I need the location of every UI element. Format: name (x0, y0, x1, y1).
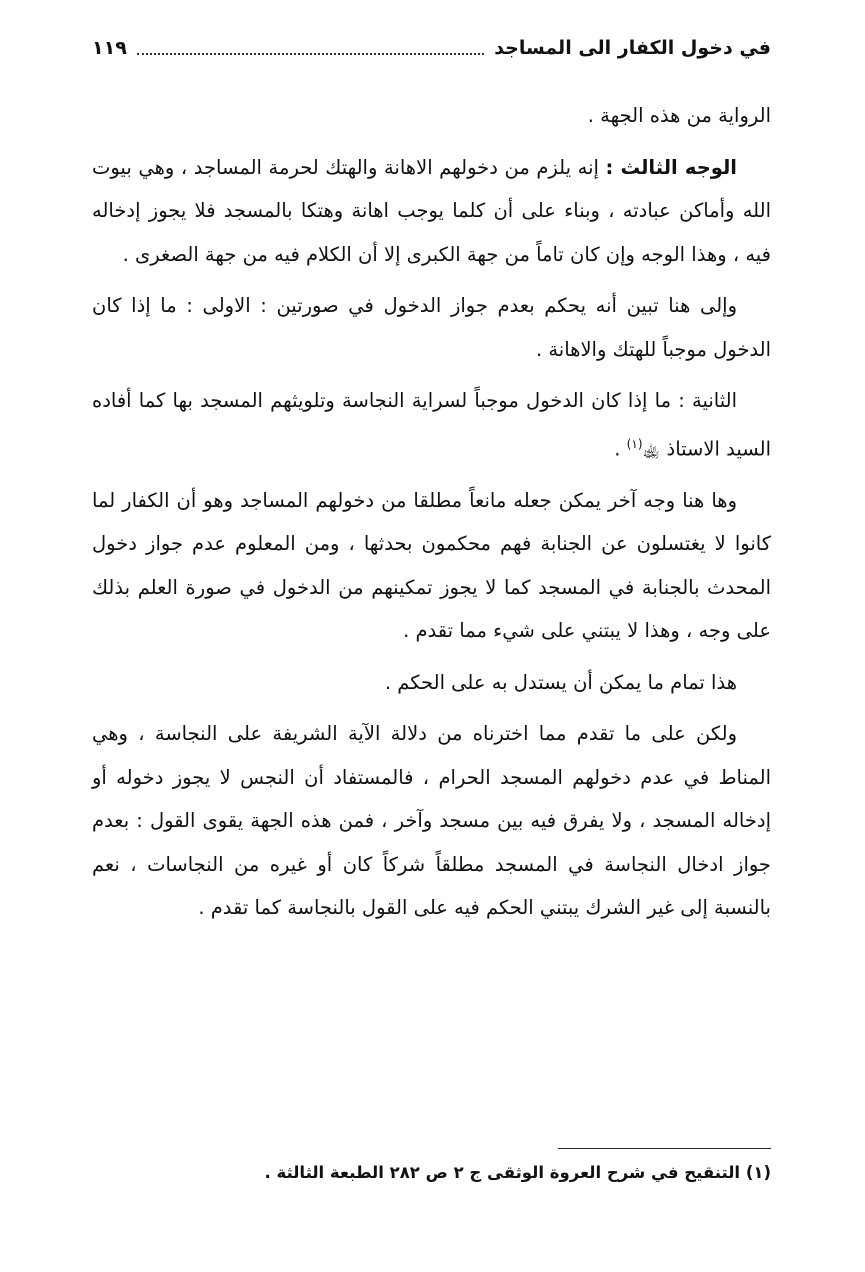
chapter-title: في دخول الكفار الى المساجد (494, 37, 771, 59)
paragraph-2-lead: الوجه الثالث : (605, 155, 737, 179)
paragraph-3-text: وإلى هنا تبين أنه يحكم بعدم جواز الدخول في صورتين : الاولى : ما إذا كان الدخول موجباً للهتك والاهانة . (92, 294, 771, 361)
paragraph-2 (92, 146, 771, 277)
footnote: (١) التنقيح في شرح العروة الوثقى ج ٢ ص ٢٨٢ الطبعة الثالثة . (264, 1163, 771, 1182)
paragraph-1 (92, 94, 771, 138)
paragraph-3 (92, 284, 771, 371)
paragraph-7 (92, 712, 771, 930)
page-number: ١١٩ (92, 37, 127, 59)
paragraph-6-text: هذا تمام ما يمكن أن يستدل به على الحكم . (384, 670, 737, 694)
body-text (92, 94, 771, 938)
dotted-leader (137, 53, 484, 55)
paragraph-4 (92, 379, 771, 471)
paragraph-4-tail: . (614, 437, 627, 460)
paragraph-2-text: إنه يلزم من دخولهم الاهانة والهتك لحرمة المساجد ، وهي بيوت الله وأماكن عبادته ، وبناء على أن كلما يوجب اهانة وهتكا بالمسجد فلا يجوز إدخاله فيه ، وهذا الوجه وإن كان تاماً من جهة الكبرى إلا أن الكلام فيه من جهة الصغرى . (92, 155, 771, 266)
running-header (92, 34, 771, 62)
paragraph-6 (92, 661, 771, 705)
paragraph-7-text: ولكن على ما تقدم مما اخترناه من دلالة الآية الشريفة على النجاسة ، وهي المناط في عدم دخولهم المسجد الحرام ، فالمستفاد أن النجس لا يجوز دخوله أو إدخاله المسجد ، ولا يفرق فيه بين مسجد وآخر ، فمن هذه الجهة يقوى القول : بعدم جواز ادخال النجاسة في المسجد مطلقاً شركاً كان أو غيره من النجاسات ، نعم بالنسبة إلى غير الشرك يبتني الحكم فيه على القول بالنجاسة كما تقدم . (92, 722, 771, 919)
paragraph-5 (92, 479, 771, 653)
paragraph-1-text: الرواية من هذه الجهة . (587, 104, 771, 127)
footnote-divider (558, 1148, 771, 1149)
footnote-marker[interactable]: (١) (626, 436, 643, 451)
paragraph-5-text: وها هنا وجه آخر يمكن جعله مانعاً مطلقا من دخولهم المساجد وهو أن الكفار لما كانوا لا يغتسلون عن الجنابة فهم محكمون بحدثها ، ومن المعلوم عدم جواز دخول المحدث بالجنابة في المسجد كما لا يجوز تمكينهم من الدخول في صورة العلم بذلك على وجه ، وهذا لا يبتني على شيء مما تقدم . (92, 488, 771, 642)
paragraph-4-text: الثانية : ما إذا كان الدخول موجباً لسراية النجاسة وتلويثهم المسجد بها كما أفاده السيد الاستاذ ﵀ (92, 389, 771, 460)
